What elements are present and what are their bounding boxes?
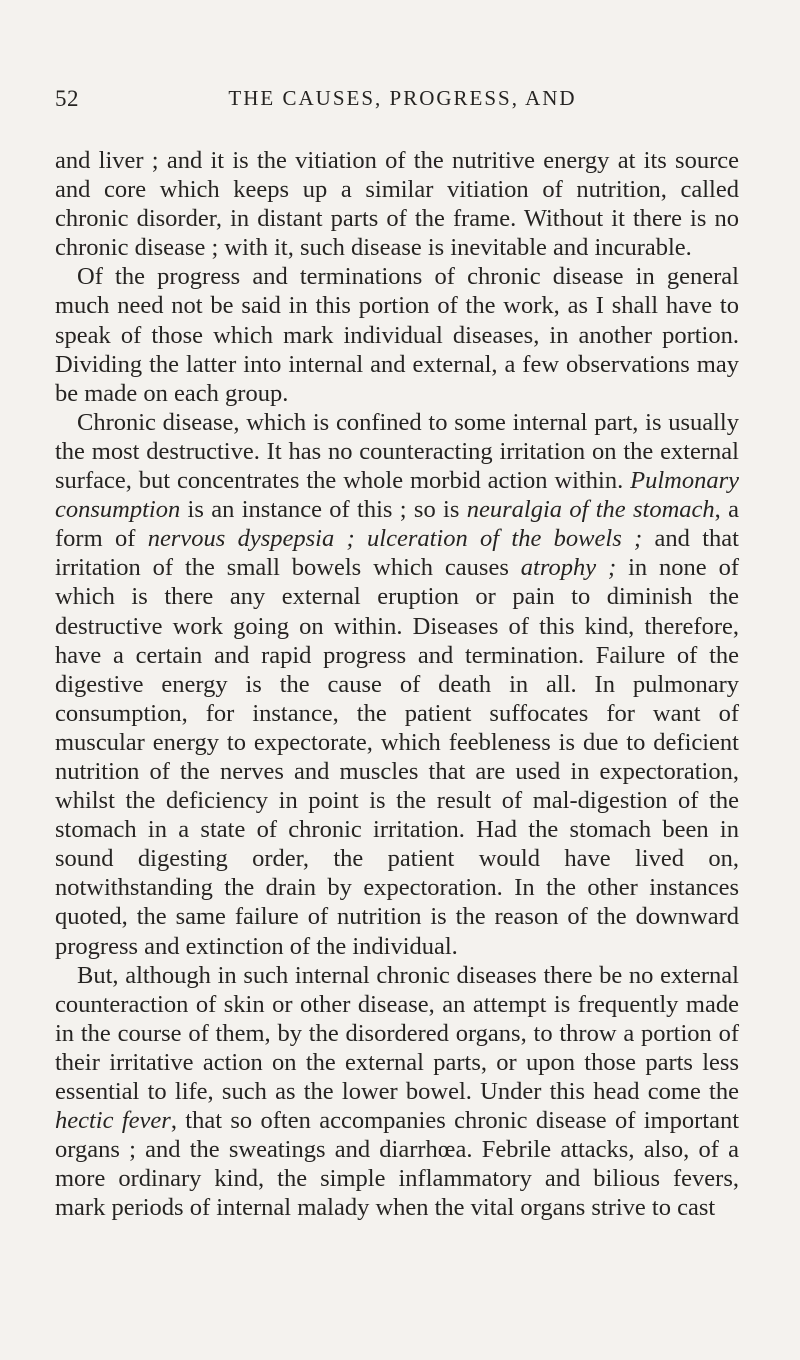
text-run: is an instance of this ; so is [180, 496, 467, 524]
italic-phrase: Pulmonary consumption [55, 467, 739, 524]
paragraph-4 [55, 961, 739, 1223]
italic-phrase: neuralgia of the stomach [466, 496, 715, 524]
paragraph-2 [55, 262, 739, 407]
text-run: , a form of [55, 496, 740, 553]
running-title: THE CAUSES, PROGRESS, AND [228, 86, 577, 110]
italic-phrase: atrophy ; [520, 554, 617, 582]
page-header [55, 86, 750, 116]
body-text [55, 146, 739, 1222]
text-run: Chronic disease, which is confined to some internal part, is usually the most destructive. It has no counteracting irritation on the external surface, but concentrates the whole morbid action within. [55, 408, 739, 495]
paragraph-1 [55, 146, 739, 262]
italic-phrase: nervous dyspepsia ; ulceration of the bowels ; [147, 525, 643, 553]
page-number: 52 [55, 86, 79, 111]
text-run: in none of which is there any external eruption or pain to diminish the destructive work going on within. Diseases of this kind, therefore, have a certain and rapid progress and termination. Failure of the digestive energy is the cause of death in all. In pulmonary consumption, for instance, the patient suffocates for want of muscular energy to expectorate, which feebleness is due to deficient nutrition of the nerves and muscles that are used in expectoration, whilst the deficiency in point is the result of mal-digestion of the stomach in a state of chronic irritation. Had the stomach been in sound digesting order, the patient would have lived on, notwithstanding the drain by expectoration. In the other instances quoted, the same failure of nutrition is the reason of the downward progress and extinction of the individual. [55, 554, 740, 960]
italic-phrase: hectic fever [55, 1107, 171, 1135]
text-run: and liver ; and it is the vitiation of the nutritive energy at its source and core which keeps up a similar vitiation of nutrition, called chronic disorder, in distant parts of the frame. Without it there is no chronic disease ; with it, such disease is inevitable and incurable. [55, 147, 739, 262]
text-run: Of the progress and terminations of chronic disease in general much need not be said in this portion of the work, as I shall have to speak of those which mark individual diseases, in another portion. Dividing the latter into internal and external, a few observations may be made on each group. [55, 263, 739, 407]
text-run: But, although in such internal chronic diseases there be no external counteraction of skin or other disease, an attempt is frequently made in the course of them, by the disordered organs, to throw a portion of their irritative action on the external parts, or upon those parts less essential to life, such as the lower bowel. Under this head come the [55, 961, 739, 1105]
text-run: , that so often accompanies chronic disease of important organs ; and the sweatings and diarrhœa. Febrile attacks, also, of a more ordinary kind, the simple inflammatory and bilious fevers, mark periods of internal malady when the vital organs strive to cast [55, 1107, 740, 1222]
text-run: and that irritation of the small bowels which causes [55, 525, 739, 582]
paragraph-3 [55, 408, 739, 961]
